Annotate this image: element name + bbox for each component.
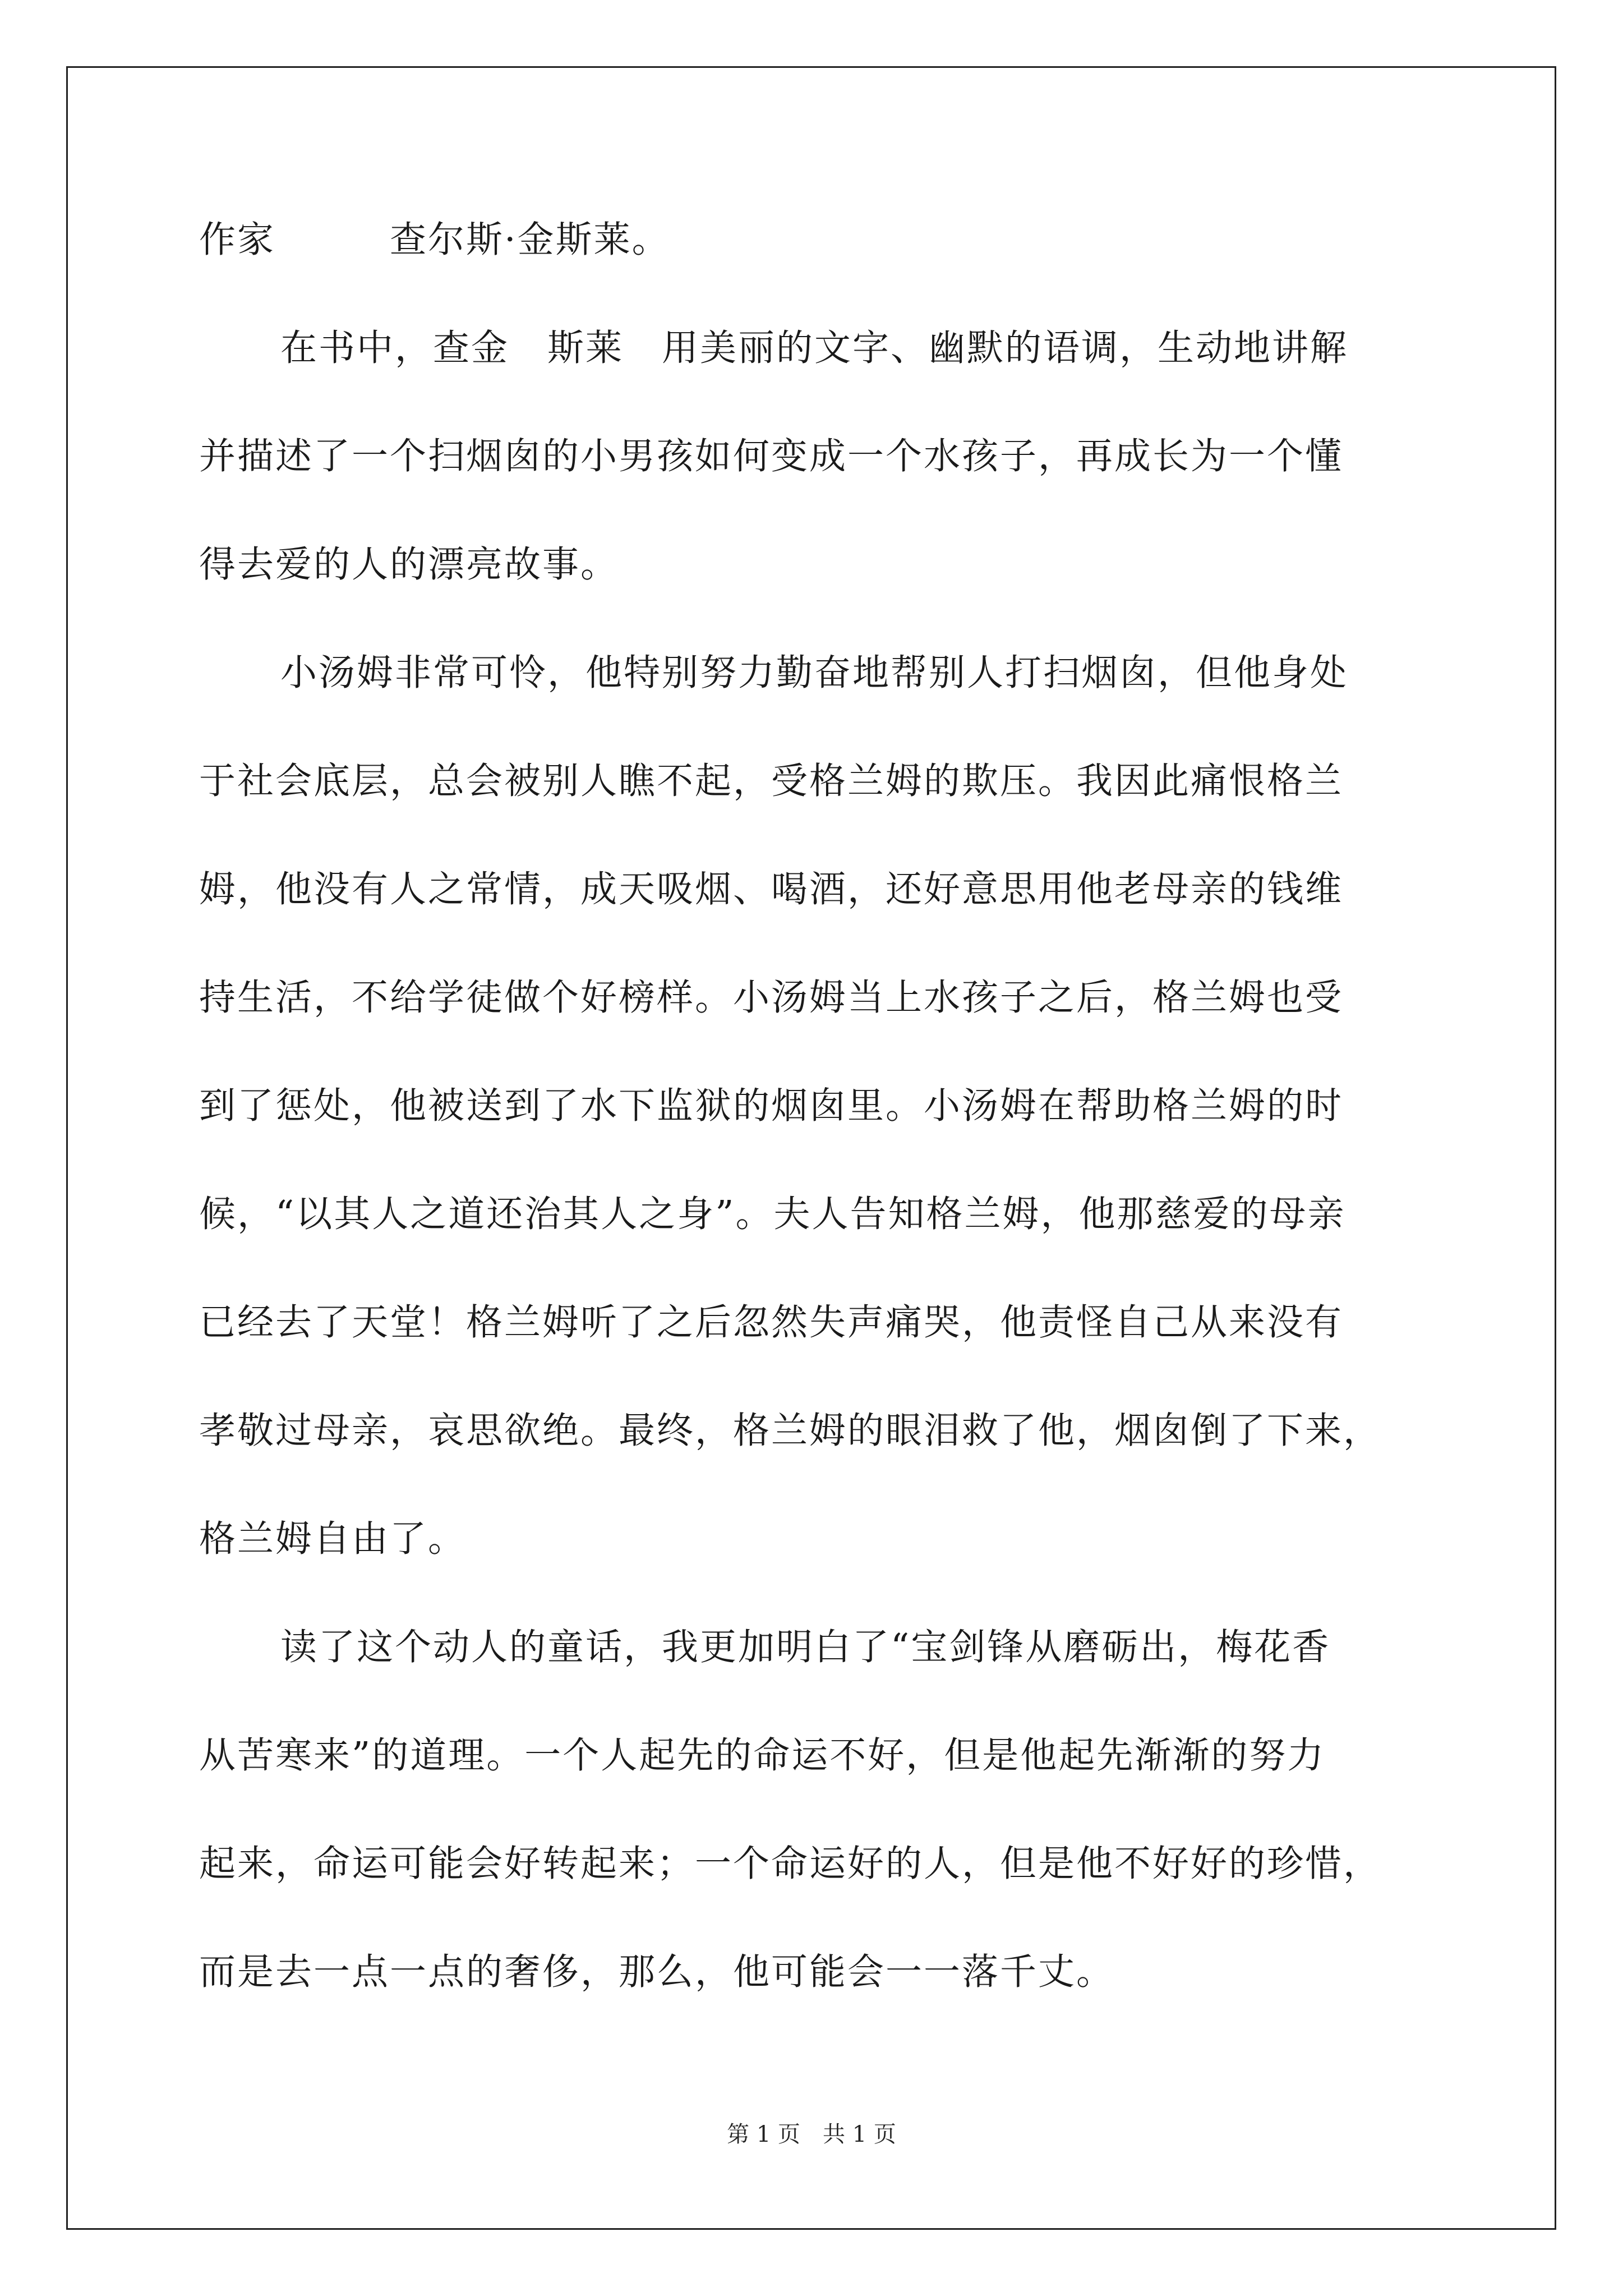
text-line: 孝敬过母亲，哀思欲绝。最终，格兰姆的眼泪救了他，烟囱倒了下来， — [199, 1410, 1382, 1452]
text-line: 姆，他没有人之常情，成天吸烟、喝酒，还好意思用他老母亲的钱维 — [199, 868, 1344, 910]
paragraph-first-line: 读了这个动人的童话，我更加明白了“宝剑锋从磨砺出，梅花香 — [280, 1626, 1331, 1668]
paragraph-first-line: 在书中，查金 斯莱 用美丽的文字、幽默的语调，生动地讲解 — [280, 327, 1349, 369]
text-line: 作家 查尔斯·金斯莱。 — [199, 219, 670, 261]
text-line: 候，“以其人之道还治其人之身”。夫人告知格兰姆，他那慈爱的母亲 — [199, 1193, 1346, 1235]
text-line: 持生活，不给学徒做个好榜样。小汤姆当上水孩子之后，格兰姆也受 — [199, 977, 1344, 1019]
text-line: 已经去了天堂！格兰姆听了之后忽然失声痛哭，他责怪自己从来没有 — [199, 1301, 1344, 1343]
page-number-footer: 第 1 页 共 1 页 — [727, 2122, 896, 2147]
text-line: 起来，命运可能会好转起来；一个命运好的人，但是他不好好的珍惜， — [199, 1843, 1382, 1885]
text-line: 而是去一点一点的奢侈，那么，他可能会一一落千丈。 — [199, 1951, 1115, 1993]
text-line: 格兰姆自由了。 — [199, 1518, 467, 1560]
text-line: 到了惩处，他被送到了水下监狱的烟囱里。小汤姆在帮助格兰姆的时 — [199, 1085, 1344, 1127]
paragraph-first-line: 小汤姆非常可怜，他特别努力勤奋地帮别人打扫烟囱，但他身处 — [280, 652, 1349, 694]
document-body — [199, 213, 1433, 2054]
text-line: 从苦寒来”的道理。一个人起先的命运不好，但是他起先渐渐的努力 — [199, 1734, 1326, 1777]
text-line: 于社会底层，总会被别人瞧不起，受格兰姆的欺压。我因此痛恨格兰 — [199, 760, 1344, 802]
text-line: 并描述了一个扫烟囱的小男孩如何变成一个水孩子，再成长为一个懂 — [199, 435, 1344, 477]
text-line: 得去爱的人的漂亮故事。 — [199, 544, 619, 586]
